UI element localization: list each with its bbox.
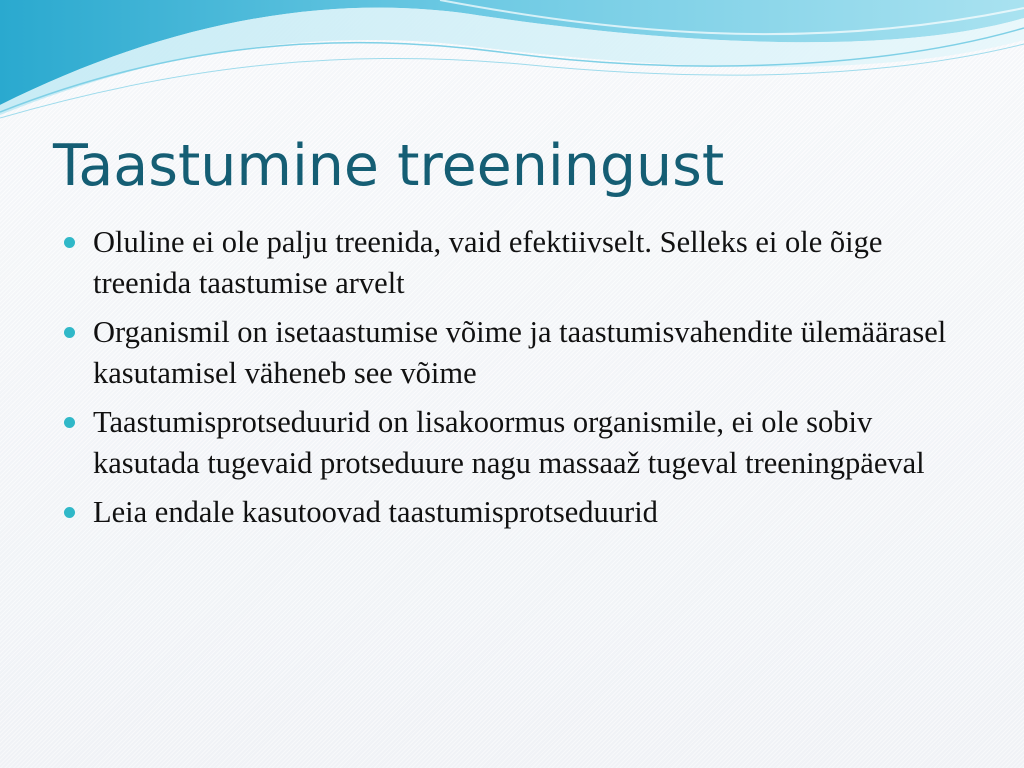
bullet-dot-icon (64, 327, 75, 338)
bullet-text: Oluline ei ole palju treenida, vaid efektiivselt. Selleks ei ole õige treenida taastumise arvelt (93, 225, 883, 300)
bullet-item (64, 402, 964, 484)
bullet-item (64, 222, 964, 304)
bullet-item (64, 312, 964, 394)
bullet-text: Leia endale kasutoovad taastumisprotseduurid (93, 495, 658, 529)
slide-title: Taastumine treeningust (53, 133, 725, 199)
bullet-dot-icon (64, 417, 75, 428)
bullet-dot-icon (64, 237, 75, 248)
wave-header-decoration (0, 0, 1024, 130)
bullet-text: Taastumisprotseduurid on lisakoormus organismile, ei ole sobiv kasutada tugevaid protseduure nagu massaaž tugeval treeningpäeval (93, 405, 925, 480)
bullet-dot-icon (64, 507, 75, 518)
bullet-list (64, 222, 964, 541)
bullet-item (64, 492, 964, 533)
bullet-text: Organismil on isetaastumise võime ja taastumisvahendite ülemäärasel kasutamisel väheneb see võime (93, 315, 947, 390)
